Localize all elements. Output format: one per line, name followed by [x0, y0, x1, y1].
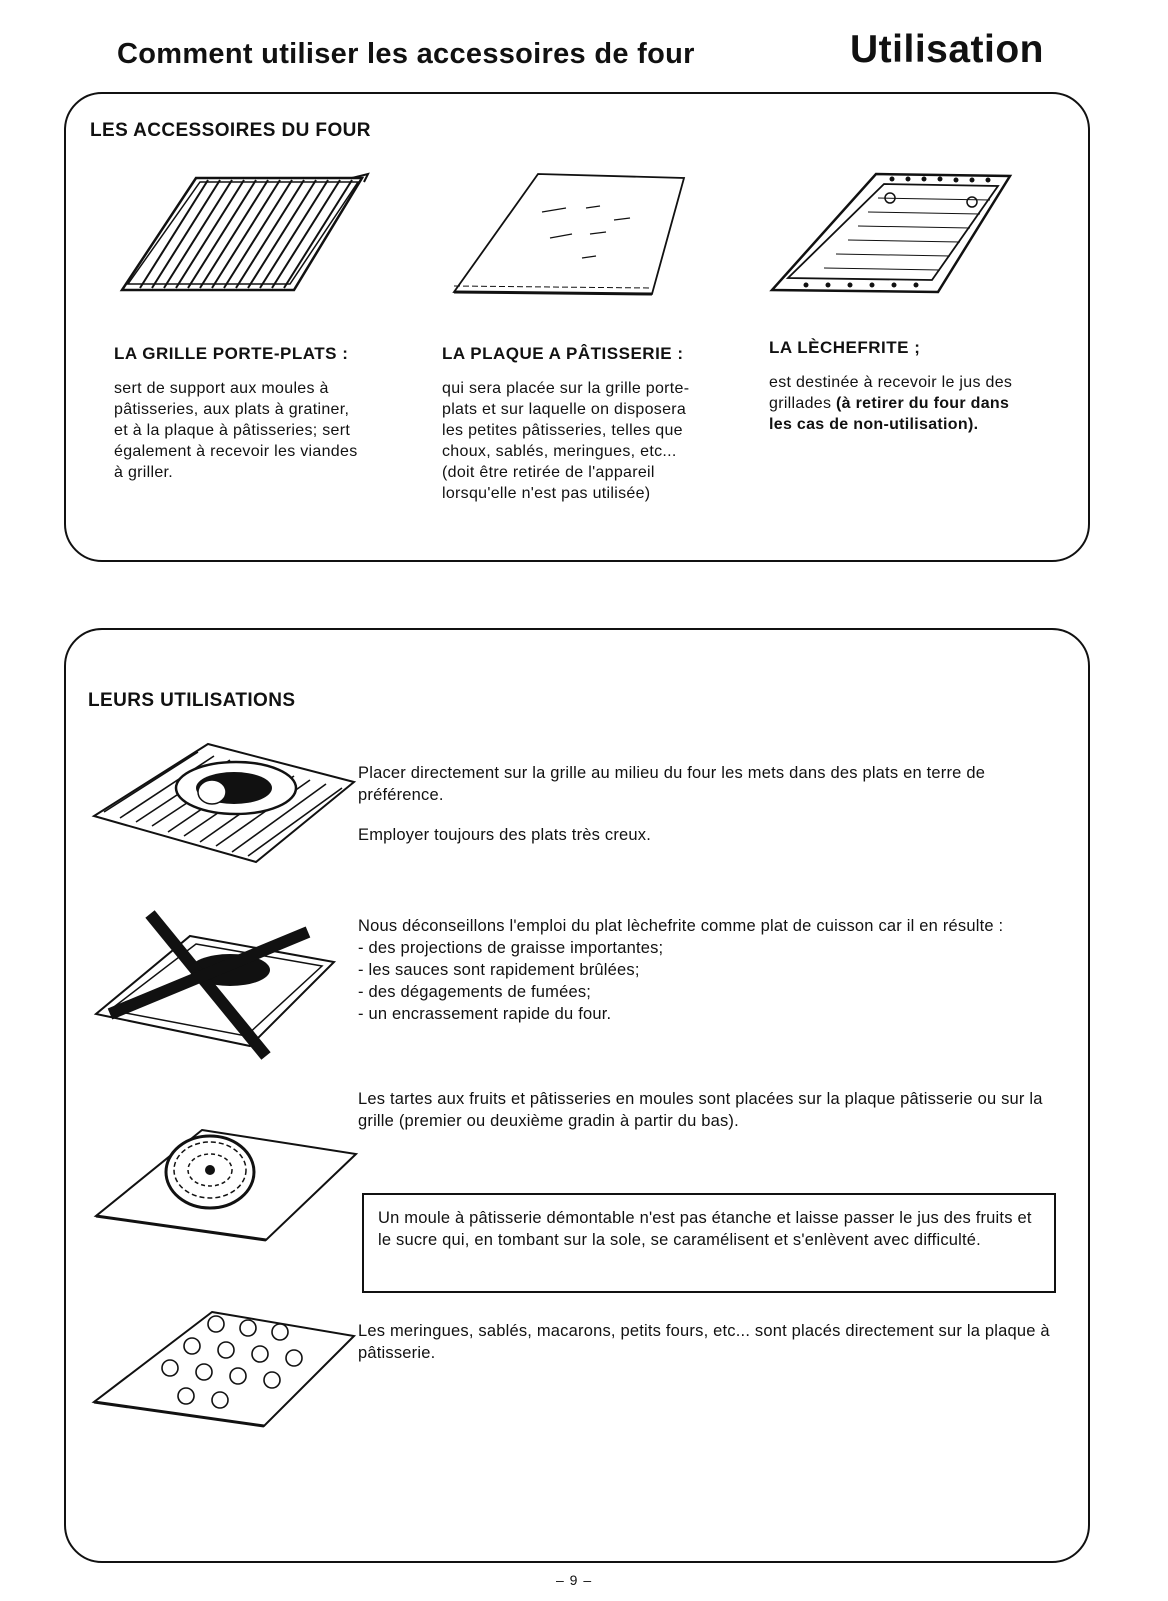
- use-intro: Nous déconseillons l'emploi du plat lèchefrite comme plat de cuisson car il en résulte :: [358, 917, 1004, 935]
- accessory-description: sert de support aux moules à pâtisseries, aux plats à gratiner, et à la plaque à pâtisseries; sert également à recevoir les viandes à griller.: [114, 380, 358, 481]
- drip-pan-illustration: [766, 168, 1026, 308]
- page-number: – 9 –: [556, 1572, 593, 1588]
- use-item-rack: [358, 762, 1063, 864]
- accessories-panel: [64, 92, 1090, 562]
- section-heading: Utilisation: [850, 28, 1045, 71]
- uses-title: LEURS UTILISATIONS: [88, 690, 296, 711]
- accessory-title: LA PLAQUE A PÂTISSERIE :: [442, 344, 684, 363]
- list-item: - des dégagements de fumées;: [358, 983, 592, 1001]
- use-paragraph: Les tartes aux fruits et pâtisseries en moules sont placées sur la plaque pâtisserie ou sur la grille (premier ou deuxième gradin à partir du bas).: [358, 1090, 1043, 1130]
- accessory-description: qui sera placée sur la grille porte-plats et sur laquelle on disposera les petites pâtisseries, telles que choux, sablés, meringues, etc... (doit être retirée de l'appareil lorsqu'elle n'est pas utilisée): [442, 380, 690, 502]
- consequences-list: [358, 937, 1063, 1025]
- accessory-title: LA LÈCHEFRITE ;: [769, 338, 921, 357]
- use-paragraph: Employer toujours des plats très creux.: [358, 826, 652, 844]
- accessory-title: LA GRILLE PORTE-PLATS :: [114, 344, 349, 363]
- use-item-meringues: [358, 1320, 1063, 1382]
- accessory-rack: [114, 344, 394, 483]
- use-paragraph: Les meringues, sablés, macarons, petits fours, etc... sont placés directement sur la plaque à pâtisserie.: [358, 1322, 1050, 1362]
- tart-on-sheet-illustration: [90, 1120, 360, 1250]
- accessories-title: LES ACCESSOIRES DU FOUR: [90, 120, 371, 141]
- baking-sheet-illustration: [446, 168, 706, 308]
- accessory-description: est destinée à recevoir le jus des grillades: [769, 374, 1013, 412]
- oven-rack-illustration: [116, 172, 376, 302]
- meringues-on-sheet-illustration: [88, 1306, 358, 1436]
- accessory-baking-sheet: [442, 344, 722, 504]
- accessory-warning: (à retirer du four dans les cas de non-utilisation).: [769, 395, 1010, 433]
- list-item: - des projections de graisse importantes;: [358, 939, 664, 957]
- drip-pan-not-recommended-illustration: [90, 910, 340, 1060]
- page-title: Comment utiliser les accessoires de four: [117, 38, 695, 70]
- list-item: - les sauces sont rapidement brûlées;: [358, 961, 640, 979]
- uses-panel: [64, 628, 1090, 1563]
- dish-on-rack-illustration: [88, 738, 358, 868]
- warning-note-box: [362, 1193, 1056, 1293]
- use-item-tarts: [358, 1088, 1063, 1150]
- list-item: - un encrassement rapide du four.: [358, 1005, 612, 1023]
- use-item-drip-pan: [358, 915, 1063, 1025]
- accessory-drip-pan: [769, 338, 1049, 435]
- note-text: Un moule à pâtisserie démontable n'est pas étanche et laisse passer le jus des fruits et le sucre qui, en tombant sur la sole, se caramélisent et s'enlèvent avec difficulté.: [378, 1209, 1032, 1249]
- use-paragraph: Placer directement sur la grille au milieu du four les mets dans des plats en terre de préférence.: [358, 764, 986, 804]
